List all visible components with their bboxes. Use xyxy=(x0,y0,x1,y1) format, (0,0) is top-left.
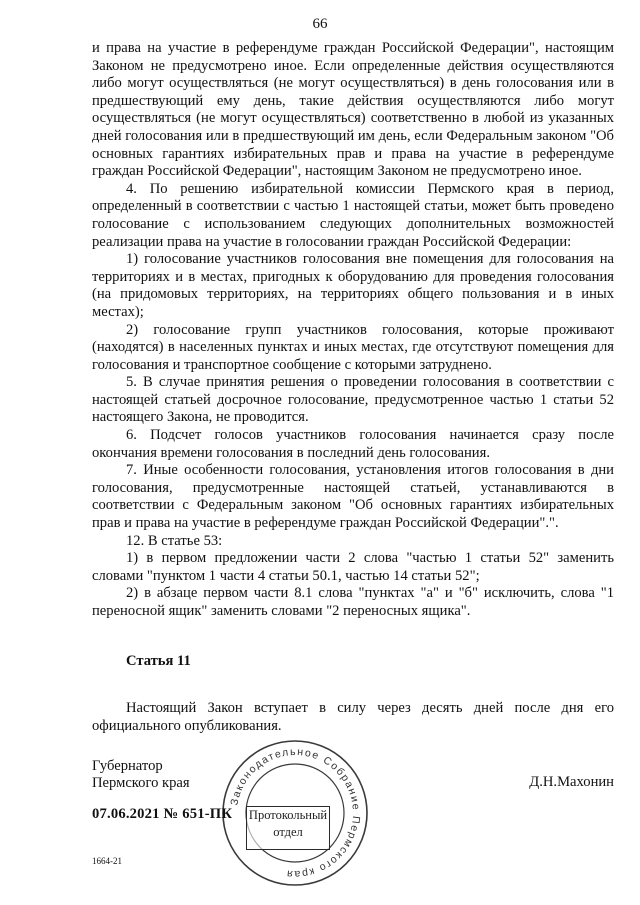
signatory-title-line: Пермского края xyxy=(92,775,190,791)
paragraph: 2) голосование групп участников голосования, которые проживают (находятся) в населенных пунктах и иных местах, где отсутствуют помещения для голосования и транспортное сообщение с которыми затруднено. xyxy=(92,321,614,373)
stamp-department-box xyxy=(246,806,330,850)
document-body xyxy=(92,40,614,735)
paragraph: 12. В статье 53: xyxy=(126,532,223,549)
page-number: 66 xyxy=(312,16,328,32)
paragraph: 1) голосование участников голосования вне помещения для голосования на территориях и в местах, пригодных к оборудованию для проведения голосования (на придомовых территориях, на территориях общего пользования и в иных местах); xyxy=(92,251,614,320)
paragraph: 1) в первом предложении части 2 слова "частью 1 статьи 52" заменить словами "пунктом 1 части 4 статьи 50.1, частью 14 статьи 52"; xyxy=(92,550,614,584)
stamp-ring-text: Законодательное Собрание Пермского края xyxy=(228,745,363,881)
article-heading: Статья 11 xyxy=(126,652,191,669)
law-date-number: 07.06.2021 № 651-ПК xyxy=(92,806,233,822)
paragraph: и права на участие в референдуме граждан Российской Федерации", настоящим Законом не предусмотрено иное. Если определенные действия осуществляются либо могут осуществляться (не могут осуществляться) в день голосования или в предшествующий ему день, такие действия осуществляются либо могут осуществляться (не могут осуществляться) соответственно в любой из указанных дней голосования или в предшествующий им день, если Федеральным законом "Об основных гарантиях избирательных прав и права на участие в референдуме граждан Российской Федерации", настоящим Законом не предусмотрено иное. xyxy=(92,40,614,180)
signatory-title xyxy=(92,758,190,792)
stamp-box-line: Протокольный xyxy=(248,808,328,822)
signatory-name: Д.Н.Махонин xyxy=(529,774,614,790)
paragraph: 7. Иные особенности голосования, установления итогов голосования в дни голосования, предусмотренные настоящей статьей, устанавливаются в соответствии с Федеральным законом "Об основных гарантиях избирательных прав и права на участие в референдуме граждан Российской Федерации".". xyxy=(92,462,614,532)
final-paragraph: Настоящий Закон вступает в силу через десять дней после дня его официального опубликования. xyxy=(92,700,614,734)
paragraph: 4. По решению избирательной комиссии Пермского края в период, определенный в соответствии с частью 1 настоящей статьи, может быть проведено голосование с использованием следующих дополнительных возможностей реализации права на участие в голосовании граждан Российской Федерации: xyxy=(92,180,614,250)
paragraph: 2) в абзаце первом части 8.1 слова "пунктах "а" и "б" исключить, слова "1 переносной ящик" заменить словами "2 переносных ящика". xyxy=(92,585,614,619)
document-code: 1664-21 xyxy=(92,856,122,866)
paragraph: 6. Подсчет голосов участников голосования начинается сразу после окончания времени голосования в последний день голосования. xyxy=(92,427,614,461)
signatory-title-line: Губернатор xyxy=(92,758,163,774)
stamp-box-line: отдел xyxy=(273,825,303,839)
paragraph: 5. В случае принятия решения о проведении голосования в соответствии с настоящей статьей досрочное голосование, предусмотренное частью 1 статьи 52 настоящего Закона, не проводится. xyxy=(92,374,614,426)
